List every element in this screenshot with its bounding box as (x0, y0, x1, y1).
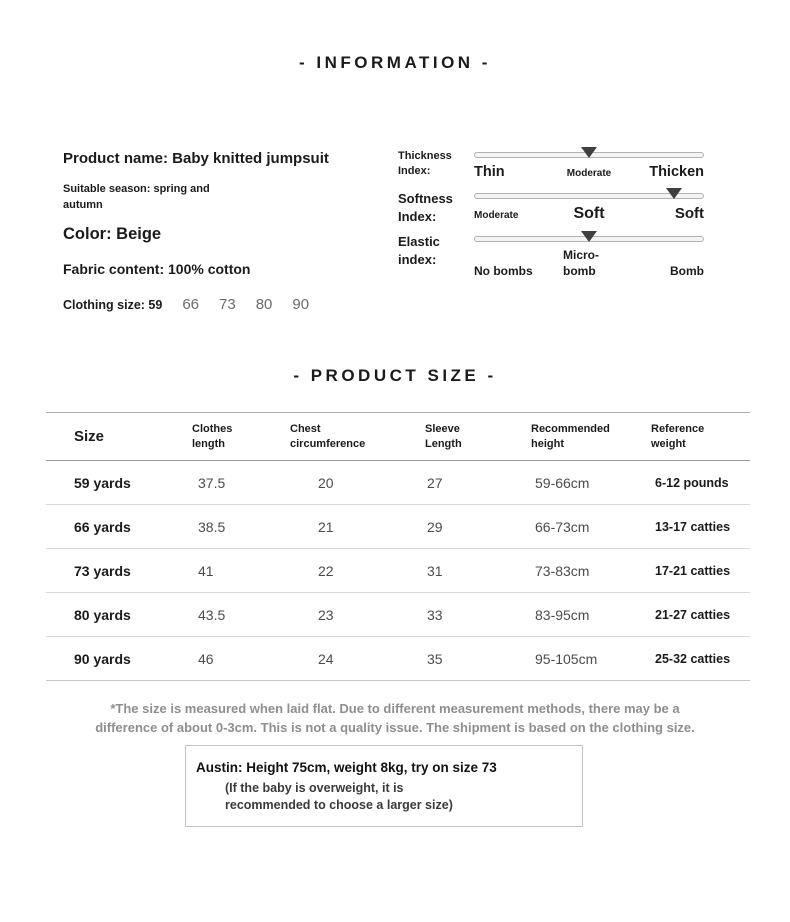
size-table-header-row (46, 413, 750, 461)
table-row (46, 549, 750, 593)
cell-chest: 22 (318, 562, 334, 579)
model-fit-box (185, 745, 583, 827)
cell-sleeve: 27 (427, 474, 443, 491)
product-color: Color: Beige (63, 224, 162, 243)
cell-sleeve: 33 (427, 606, 443, 623)
softness-slider (474, 189, 704, 225)
col-header-size: Size (74, 427, 105, 445)
elastic-option-micro-bomb: Micro-bomb (563, 248, 599, 278)
table-row (46, 461, 750, 505)
elastic-option-bomb: Bomb (670, 263, 705, 278)
softness-option-soft-2: Soft (674, 205, 705, 222)
cell-weight: 21-27 catties (655, 607, 731, 622)
measurement-note (0, 700, 790, 738)
cell-sleeve: 35 (427, 650, 443, 667)
col-header-clothes-length: Clothes length (192, 423, 233, 450)
col-header-reference-weight: Reference weight (651, 423, 705, 450)
table-row (46, 637, 750, 681)
cell-height: 95-105cm (535, 650, 598, 667)
elastic-index-label: Elastic index: (398, 234, 440, 267)
cell-height: 83-95cm (535, 606, 590, 623)
cell-chest: 20 (318, 474, 334, 491)
elastic-option-no-bombs: No bombs (474, 263, 533, 278)
thickness-option-thin: Thin (474, 164, 505, 180)
product-fabric: Fabric content: 100% cotton (63, 260, 251, 277)
cell-weight: 13-17 catties (655, 519, 731, 534)
size-option-80: 80 (255, 295, 273, 313)
col-header-recommended-height: Recommended height (531, 423, 610, 450)
cell-clothes-length: 38.5 (198, 518, 226, 535)
slider-marker-icon (666, 188, 682, 199)
clothing-size-label: Clothing size: 59 (63, 297, 163, 312)
product-season: Suitable season: spring and autumn (63, 183, 210, 211)
cell-clothes-length: 46 (198, 650, 214, 667)
information-section-title: - INFORMATION - (299, 53, 491, 72)
cell-clothes-length: 37.5 (198, 474, 226, 491)
cell-size: 59 yards (74, 474, 131, 491)
thickness-index-row (398, 148, 704, 180)
cell-sleeve: 29 (427, 518, 443, 535)
size-table (46, 412, 750, 681)
cell-clothes-length: 41 (198, 562, 214, 579)
cell-size: 80 yards (74, 606, 131, 623)
cell-chest: 21 (318, 518, 334, 535)
cell-size: 73 yards (74, 562, 131, 579)
cell-weight: 6-12 pounds (655, 475, 729, 490)
thickness-option-moderate: Moderate (566, 168, 612, 179)
table-row (46, 505, 750, 549)
size-option-73: 73 (219, 295, 236, 313)
size-option-90: 90 (292, 295, 310, 313)
softness-option-soft: Soft (573, 205, 605, 222)
softness-option-moderate: Moderate (474, 210, 519, 221)
softness-index-label: Softness Index: (398, 191, 453, 224)
col-header-chest-circumference: Chest circumference (290, 423, 366, 450)
thickness-slider (474, 148, 704, 180)
thickness-option-thicken: Thicken (649, 164, 705, 180)
fit-caption-line-2: recommended to choose a larger size) (225, 797, 453, 812)
cell-weight: 17-21 catties (655, 563, 731, 578)
size-option-66: 66 (182, 295, 200, 313)
slider-marker-icon (581, 231, 597, 242)
cell-size: 90 yards (74, 650, 131, 667)
table-row (46, 593, 750, 637)
note-line-2: difference of about 0-3cm. This is not a quality issue. The shipment is based on the clothing size. (95, 719, 695, 735)
elastic-index-row (398, 232, 704, 279)
cell-sleeve: 31 (427, 562, 443, 579)
cell-weight: 25-32 catties (655, 651, 731, 666)
product-size-section-title: - PRODUCT SIZE - (293, 366, 497, 385)
cell-height: 66-73cm (535, 518, 590, 535)
note-line-1: *The size is measured when laid flat. Due to different measurement methods, there may be a (110, 701, 680, 716)
cell-chest: 24 (318, 650, 334, 667)
fit-box-caption (225, 780, 576, 814)
fabric-index-panel (398, 148, 704, 279)
product-name: Product name: Baby knitted jumpsuit (63, 150, 329, 167)
col-header-sleeve-length: Sleeve Length (425, 423, 462, 450)
slider-marker-icon (581, 147, 597, 158)
cell-chest: 23 (318, 606, 334, 623)
elastic-slider (474, 232, 704, 279)
softness-index-row (398, 189, 704, 225)
cell-height: 59-66cm (535, 474, 590, 491)
clothing-sizes-row (63, 296, 393, 313)
fit-caption-line-1: (If the baby is overweight, it is (225, 781, 404, 795)
cell-size: 66 yards (74, 518, 131, 535)
cell-height: 73-83cm (535, 562, 590, 579)
thickness-index-label: Thickness Index: (398, 150, 452, 177)
fit-box-title: Austin: Height 75cm, weight 8kg, try on size 73 (196, 760, 497, 775)
product-attributes (63, 150, 393, 313)
cell-clothes-length: 43.5 (198, 606, 226, 623)
